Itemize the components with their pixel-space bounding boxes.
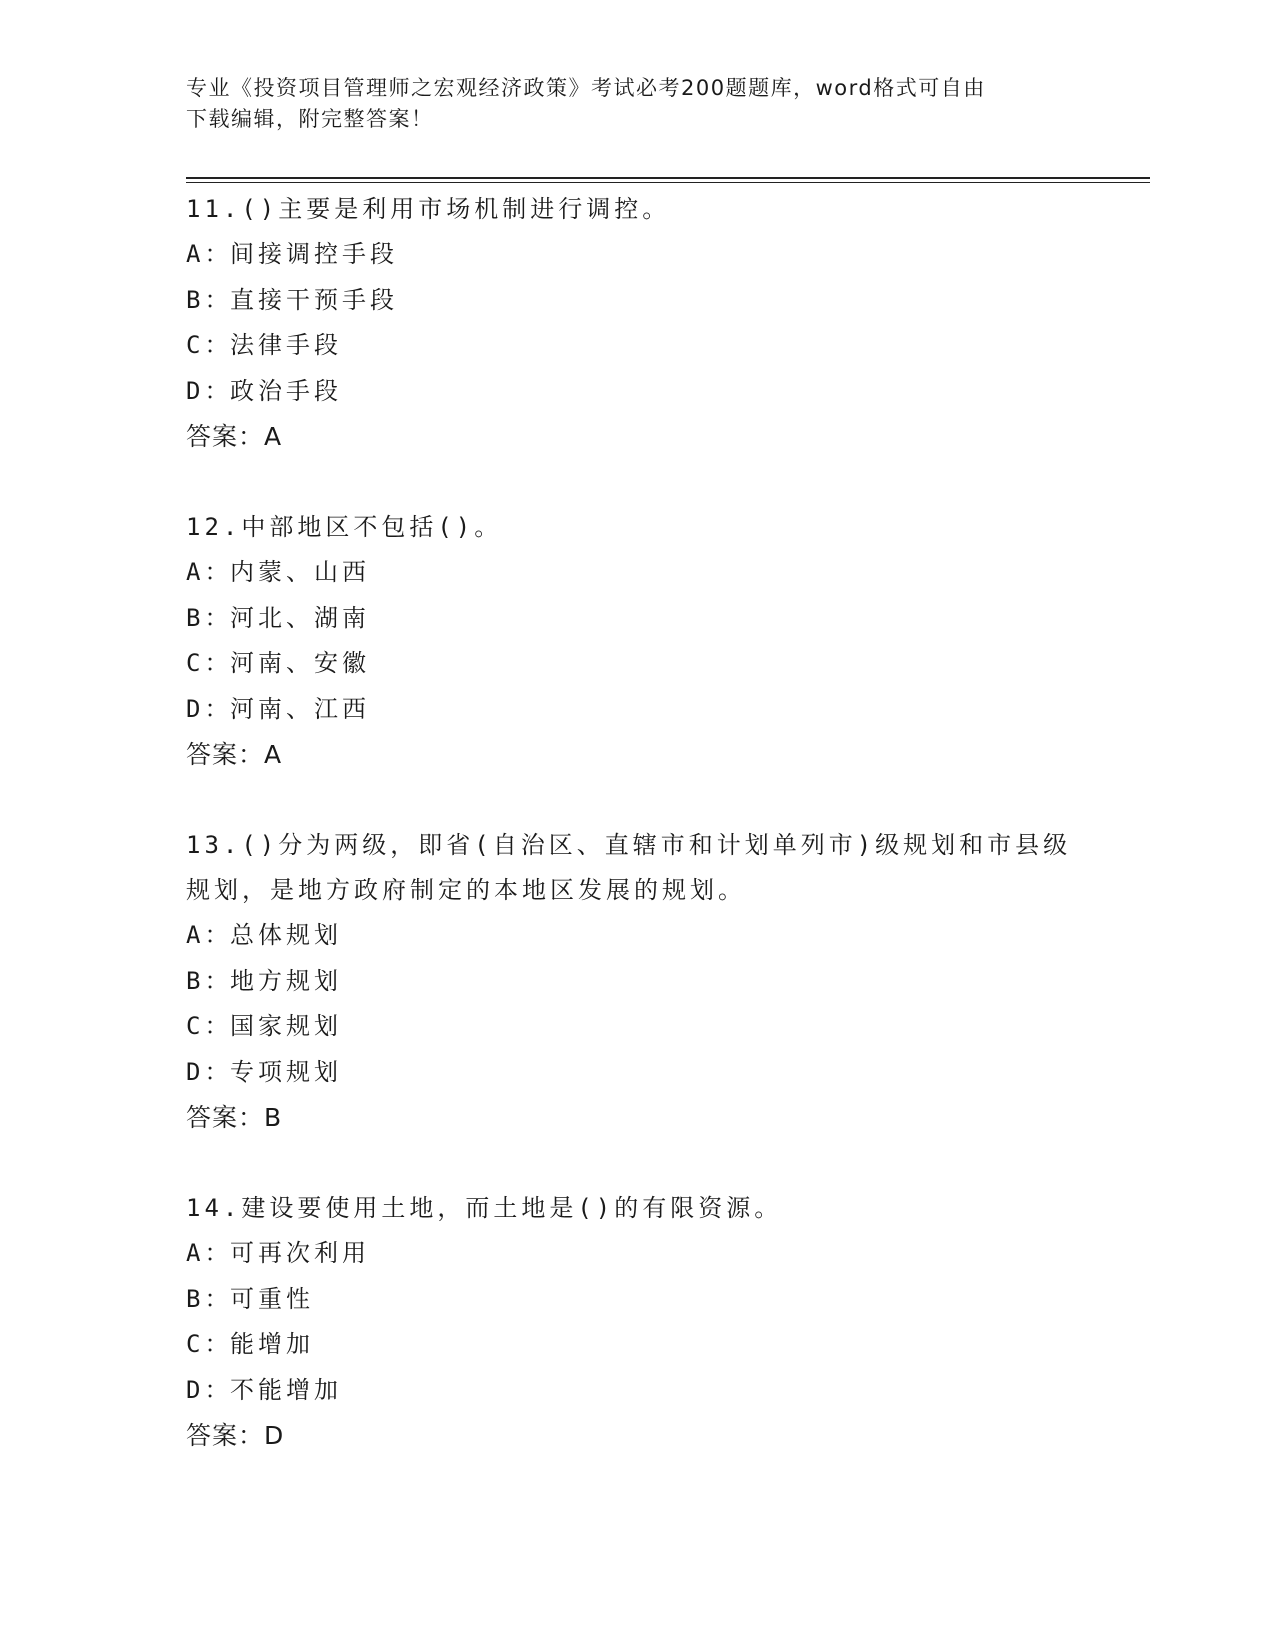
option-letter: A：	[186, 240, 233, 268]
option-a	[186, 913, 1086, 959]
option-letter: C：	[186, 1012, 233, 1040]
option-text: 专项规划	[230, 1057, 342, 1086]
option-letter: A：	[186, 921, 233, 949]
option-text: 法律手段	[230, 331, 342, 359]
question-list	[186, 187, 1086, 1504]
question-stem: 13.()分为两级，即省(自治区、直辖市和计划单列市)级规划和市县级规划，是地方政府制定的本地区发展的规划。	[186, 831, 1072, 904]
option-letter: A：	[186, 558, 233, 586]
option-c	[186, 641, 1086, 687]
answer-label: 答案：	[186, 422, 265, 451]
option-c	[186, 323, 1086, 369]
option-text: 河北、湖南	[230, 603, 370, 632]
option-text: 地方规划	[230, 966, 342, 995]
option-letter: D：	[186, 1057, 233, 1086]
header-line-1: 专业《投资项目管理师之宏观经济政策》考试必考200题题库，word格式可自由	[186, 76, 986, 100]
option-text: 河南、江西	[230, 694, 370, 723]
answer-value: A	[264, 422, 283, 451]
option-a	[186, 232, 1086, 278]
question-stem: 14.建设要使用土地，而土地是()的有限资源。	[186, 1194, 783, 1222]
option-letter: C：	[186, 1330, 233, 1358]
option-a	[186, 1231, 1086, 1277]
option-letter: C：	[186, 649, 233, 677]
option-b	[186, 596, 1086, 642]
header-divider-thick	[186, 177, 1150, 179]
option-text: 国家规划	[230, 1012, 342, 1040]
option-letter: B：	[186, 966, 233, 995]
option-c	[186, 1004, 1086, 1050]
answer-value: B	[264, 1103, 283, 1132]
option-d	[186, 1050, 1086, 1096]
option-text: 政治手段	[230, 376, 342, 405]
header-divider-thin	[186, 182, 1150, 183]
option-letter: C：	[186, 331, 233, 359]
option-text: 总体规划	[230, 921, 342, 949]
option-text: 内蒙、山西	[230, 558, 370, 586]
option-c	[186, 1322, 1086, 1368]
answer-line	[186, 1413, 1086, 1458]
option-text: 不能增加	[230, 1375, 342, 1404]
option-text: 河南、安徽	[230, 649, 370, 677]
question-stem: 11.()主要是利用市场机制进行调控。	[186, 195, 671, 223]
answer-line	[186, 414, 1086, 459]
answer-line	[186, 732, 1086, 777]
option-letter: D：	[186, 1375, 233, 1404]
question-item	[186, 1186, 1086, 1458]
answer-label: 答案：	[186, 1421, 265, 1450]
option-b	[186, 278, 1086, 324]
answer-line	[186, 1095, 1086, 1140]
question-item	[186, 823, 1086, 1140]
question-stem: 12.中部地区不包括()。	[186, 513, 503, 541]
answer-label: 答案：	[186, 1103, 265, 1132]
answer-value: A	[264, 740, 283, 769]
option-a	[186, 550, 1086, 596]
question-item	[186, 187, 1086, 459]
question-item	[186, 505, 1086, 777]
option-letter: A：	[186, 1239, 233, 1267]
option-text: 可再次利用	[230, 1239, 370, 1267]
option-d	[186, 1368, 1086, 1414]
option-text: 直接干预手段	[230, 285, 398, 314]
option-b	[186, 959, 1086, 1005]
option-d	[186, 687, 1086, 733]
option-letter: D：	[186, 694, 233, 723]
option-text: 间接调控手段	[230, 240, 398, 268]
answer-value: D	[264, 1421, 285, 1450]
option-text: 能增加	[230, 1330, 314, 1358]
answer-label: 答案：	[186, 740, 265, 769]
option-d	[186, 369, 1086, 415]
option-b	[186, 1277, 1086, 1323]
option-text: 可重性	[230, 1284, 314, 1313]
option-letter: B：	[186, 1284, 233, 1313]
option-letter: B：	[186, 285, 233, 314]
header-line-2: 下载编辑，附完整答案！	[186, 107, 434, 131]
option-letter: D：	[186, 376, 233, 405]
option-letter: B：	[186, 603, 233, 632]
document-header	[186, 73, 1066, 135]
